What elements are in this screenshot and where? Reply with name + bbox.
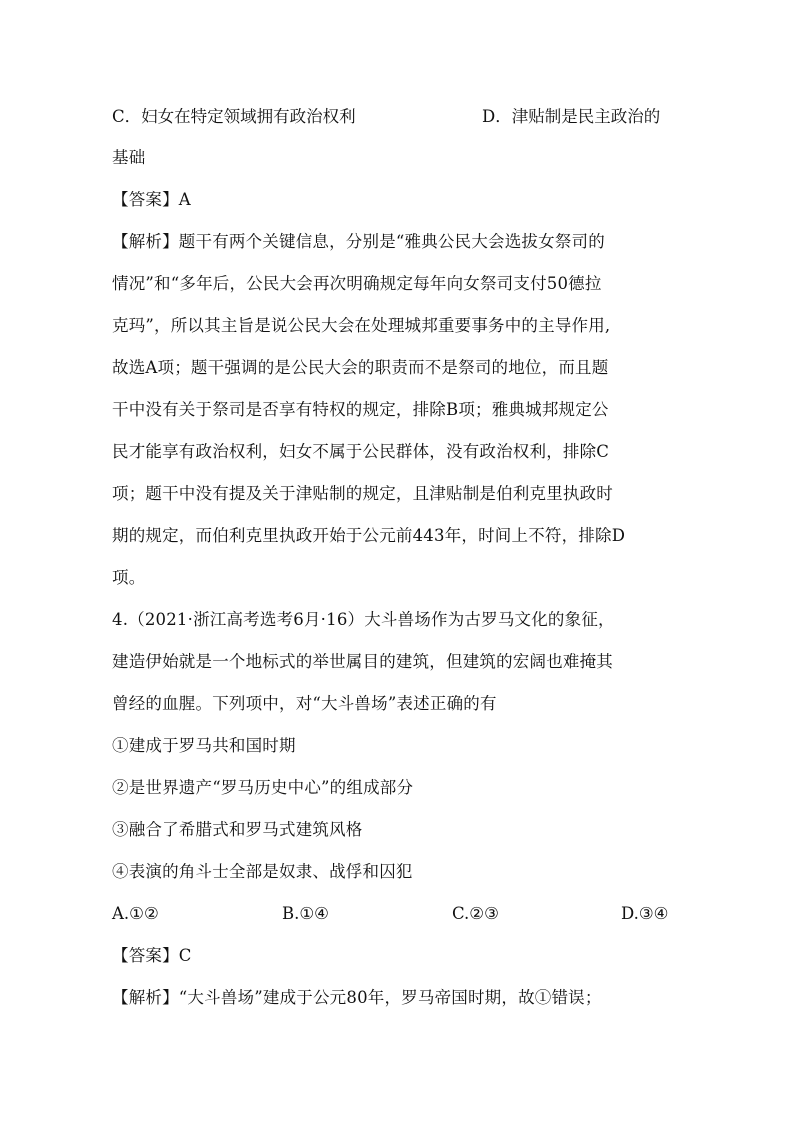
q4-item: ②是世界遗产“罗马历史中心”的组成部分 — [112, 778, 414, 797]
q3-option-d-continuation: 基础 — [112, 148, 146, 167]
q4-option-d: D.③④ — [621, 904, 669, 923]
q3-analysis-line: 项；题干中没有提及关于津贴制的规定，且津贴制是伯利克里执政时 — [112, 484, 613, 503]
q3-analysis-line: 【解析】题干有两个关键信息，分别是“雅典公民大会选拔女祭司的 — [112, 232, 605, 251]
q4-stem-line: 4.（2021·浙江高考选考6月·16）大斗兽场作为古罗马文化的象征， — [112, 610, 615, 629]
q3-analysis-line: 干中没有关于祭司是否享有特权的规定，排除B项；雅典城邦规定公 — [112, 400, 609, 419]
q3-analysis-line: 项。 — [112, 568, 146, 587]
q3-answer: 【答案】A — [112, 190, 191, 209]
q3-analysis-line: 情况”和“多年后，公民大会再次明确规定每年向女祭司支付50德拉 — [112, 274, 602, 293]
q4-item: ④表演的角斗士全部是奴隶、战俘和囚犯 — [112, 862, 413, 881]
q3-option-d: D．津贴制是民主政治的 — [482, 107, 661, 126]
q3-analysis-line: 民才能享有政治权利，妇女不属于公民群体，没有政治权利，排除C — [112, 442, 610, 461]
q4-stem-line: 曾经的血腥。下列项中，对“大斗兽场”表述正确的有 — [112, 694, 497, 713]
q3-options-row — [112, 105, 687, 129]
q4-stem-line: 建造伊始就是一个地标式的举世属目的建筑，但建筑的宏阔也难掩其 — [112, 652, 613, 671]
q3-analysis-line: 故选A项；题干强调的是公民大会的职责而不是祭司的地位，而且题 — [112, 358, 609, 377]
q3-analysis-line: 期的规定，而伯利克里执政开始于公元前443年，时间上不符，排除D — [112, 526, 626, 545]
q4-option-a: A.①② — [112, 904, 159, 923]
q4-option-b: B.①④ — [282, 904, 329, 923]
q4-options-row — [112, 902, 687, 926]
q4-answer: 【答案】C — [112, 946, 192, 965]
q4-item: ③融合了希腊式和罗马式建筑风格 — [112, 820, 363, 839]
q4-option-c: C.②③ — [452, 904, 499, 923]
q4-item: ①建成于罗马共和国时期 — [112, 736, 296, 755]
q3-option-c: C．妇女在特定领域拥有政治权利 — [112, 107, 356, 126]
q4-analysis-line: 【解析】“大斗兽场”建成于公元80年，罗马帝国时期，故①错误； — [112, 988, 602, 1007]
q3-analysis-line: 克玛”，所以其主旨是说公民大会在处理城邦重要事务中的主导作用, — [112, 316, 611, 335]
